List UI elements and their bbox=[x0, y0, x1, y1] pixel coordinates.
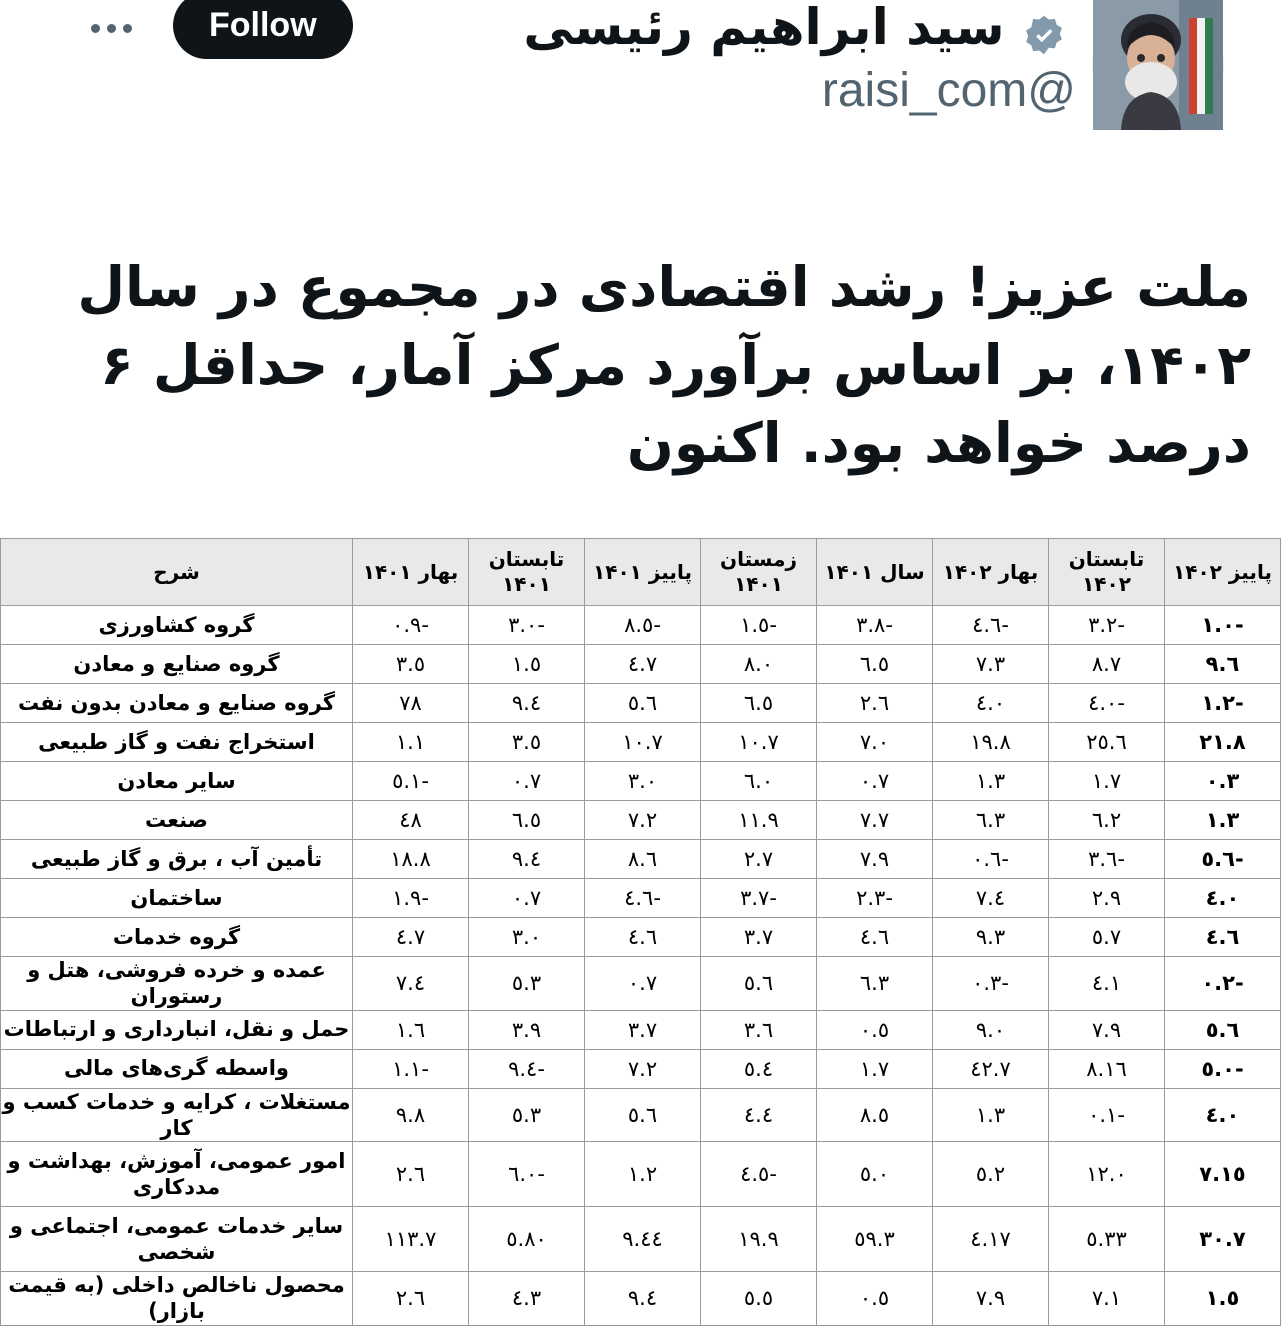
table-row bbox=[1, 801, 1281, 840]
cell: ۳.٥ bbox=[469, 1088, 585, 1142]
cell: ۳۳.٥ bbox=[1049, 1207, 1165, 1272]
cell: -۱.۱ bbox=[353, 1049, 469, 1088]
cell: ۱۲.۰ bbox=[1049, 1142, 1165, 1207]
tweet-body-text: ملت عزیز! رشد اقتصادی در مجموع در سال ۱۴۰۲، بر اساس برآورد مرکز آمار، حداقل ۶ درصد خواهد بود. اکنون bbox=[77, 255, 1251, 476]
cell: -۰.٦ bbox=[469, 1142, 585, 1207]
cell: ۲.۷ bbox=[701, 840, 817, 879]
table-row bbox=[1, 723, 1281, 762]
col-header-3: سال ۱۴۰۱ bbox=[817, 539, 933, 606]
table-row bbox=[1, 1272, 1281, 1326]
cell: ۱۰.۷ bbox=[585, 723, 701, 762]
cell: ٦.۲ bbox=[353, 1272, 469, 1326]
cell: ٤.٦ bbox=[817, 918, 933, 957]
col-header-desc: شرح bbox=[1, 539, 353, 606]
cell: ۳.۰ bbox=[469, 918, 585, 957]
cell: ۷.٥ bbox=[1049, 918, 1165, 957]
cell: ۷.۲ bbox=[585, 1049, 701, 1088]
row-label: مستغلات ، کرایه و خدمات کسب و کار bbox=[1, 1088, 353, 1142]
col-header-1: تابستان ۱۴۰۲ bbox=[1049, 539, 1165, 606]
cell: ۳۰.۷ bbox=[1165, 1207, 1281, 1272]
cell: ۱۰.۷ bbox=[701, 723, 817, 762]
cell: ۷۸ bbox=[353, 684, 469, 723]
cell: ۲٥.٦ bbox=[1049, 723, 1165, 762]
cell: ٤۸ bbox=[353, 801, 469, 840]
cell: -۰.۹ bbox=[353, 606, 469, 645]
cell: ۷.٤ bbox=[353, 918, 469, 957]
economic-growth-table-image bbox=[1, 538, 1281, 1326]
cell: -۰.۳ bbox=[933, 957, 1049, 1011]
cell: ۱.۱ bbox=[353, 723, 469, 762]
cell: -۳.۷ bbox=[701, 879, 817, 918]
cell: ٦.۲ bbox=[817, 684, 933, 723]
cell: ۷.۳ bbox=[933, 645, 1049, 684]
cell: ۱۷.٤ bbox=[933, 1207, 1049, 1272]
cell: ۹.۳ bbox=[933, 918, 1049, 957]
cell: ٥.٦ bbox=[1165, 1010, 1281, 1049]
cell: ۷.۹ bbox=[817, 840, 933, 879]
col-header-5: پاییز ۱۴۰۱ bbox=[585, 539, 701, 606]
cell: ۹.۰ bbox=[933, 1010, 1049, 1049]
cell: ۱۹.۹ bbox=[701, 1207, 817, 1272]
cell: ۳.٤ bbox=[469, 1272, 585, 1326]
col-header-2: بهار ۱۴۰۲ bbox=[933, 539, 1049, 606]
cell: ٥۹.۳ bbox=[817, 1207, 933, 1272]
cell: ۰.۷ bbox=[817, 762, 933, 801]
avatar[interactable] bbox=[1093, 0, 1223, 130]
cell: ۳.۰ bbox=[585, 762, 701, 801]
cell: ۱.۷ bbox=[1049, 762, 1165, 801]
row-label: گروه کشاورزی bbox=[1, 606, 353, 645]
table-row bbox=[1, 1142, 1281, 1207]
cell: ۰.٤ bbox=[1165, 1088, 1281, 1142]
cell: ۷.۹ bbox=[933, 1272, 1049, 1326]
row-label: گروه صنایع و معادن bbox=[1, 645, 353, 684]
cell: ٥.٤ bbox=[701, 1049, 817, 1088]
cell: ۰.٦ bbox=[701, 762, 817, 801]
cell: ٦.۸ bbox=[585, 840, 701, 879]
cell: ٦.۹ bbox=[1165, 645, 1281, 684]
cell: ۱۸.۸ bbox=[353, 840, 469, 879]
cell: ۷.۰ bbox=[817, 723, 933, 762]
cell: ۱٦.۸ bbox=[1049, 1049, 1165, 1088]
cell: ٦.٥ bbox=[817, 645, 933, 684]
row-label: ساختمان bbox=[1, 879, 353, 918]
cell: ۷.٤ bbox=[585, 645, 701, 684]
cell: ۲.٦ bbox=[1049, 801, 1165, 840]
cell: -۱.٥ bbox=[353, 762, 469, 801]
cell: -۳.۸ bbox=[817, 606, 933, 645]
cell: ٤۲.۷ bbox=[933, 1049, 1049, 1088]
cell: ٥.۰ bbox=[817, 1272, 933, 1326]
table-row bbox=[1, 879, 1281, 918]
cell: ۳.۷ bbox=[585, 1010, 701, 1049]
cell: ٥.٦ bbox=[585, 1088, 701, 1142]
cell: -٤.٥ bbox=[701, 1142, 817, 1207]
table-row bbox=[1, 645, 1281, 684]
author-handle: @raisi_com bbox=[821, 63, 1076, 117]
cell: ۳.٦ bbox=[817, 957, 933, 1011]
table-row bbox=[1, 1088, 1281, 1142]
cell: ۱.۳ bbox=[1165, 801, 1281, 840]
cell: -٥.۱ bbox=[701, 606, 817, 645]
table-header-row bbox=[1, 539, 1281, 606]
cell: -۱.۲ bbox=[1165, 684, 1281, 723]
cell: ۱.٤ bbox=[1049, 957, 1165, 1011]
cell: ٥.٦ bbox=[585, 684, 701, 723]
cell: ۱۱۳.۷ bbox=[353, 1207, 469, 1272]
cell: ۱۱.۹ bbox=[701, 801, 817, 840]
verified-badge-icon bbox=[1022, 9, 1066, 53]
cell: ٤٤.۹ bbox=[585, 1207, 701, 1272]
cell: ۰.٥ bbox=[817, 1142, 933, 1207]
cell: ۱۹.۸ bbox=[933, 723, 1049, 762]
cell: ۹.۸ bbox=[353, 1088, 469, 1142]
cell: ٥.۳ bbox=[353, 645, 469, 684]
row-label: سایر معادن bbox=[1, 762, 353, 801]
row-label: عمده و خرده فروشی، هتل و رستوران bbox=[1, 957, 353, 1011]
cell: -٦.۰ bbox=[933, 840, 1049, 879]
cell: -٥.۸ bbox=[585, 606, 701, 645]
cell: ۷.۷ bbox=[817, 801, 933, 840]
cell: ۱.۳ bbox=[933, 1088, 1049, 1142]
cell: -۰.۱ bbox=[1049, 1088, 1165, 1142]
cell: -۲.۳ bbox=[817, 879, 933, 918]
row-label: گروه صنایع و معادن بدون نفت bbox=[1, 684, 353, 723]
economic-growth-table bbox=[0, 538, 1281, 1326]
row-label: تأمین آب ، برق و گاز طبیعی bbox=[1, 840, 353, 879]
cell: ٦.۲ bbox=[353, 1142, 469, 1207]
cell: ٤.٦ bbox=[1165, 918, 1281, 957]
cell: -۰.۲ bbox=[1165, 957, 1281, 1011]
cell: ٤.۹ bbox=[469, 684, 585, 723]
cell: ٤.۷ bbox=[933, 879, 1049, 918]
cell: ٦.۳ bbox=[701, 1010, 817, 1049]
cell: ۱.۲ bbox=[585, 1142, 701, 1207]
table-row bbox=[1, 918, 1281, 957]
cell: ٦.٥ bbox=[701, 684, 817, 723]
cell: ۳.٥ bbox=[469, 957, 585, 1011]
cell: ۳.۷ bbox=[701, 918, 817, 957]
cell: ۷.۲ bbox=[585, 801, 701, 840]
cell: ٤.۷ bbox=[353, 957, 469, 1011]
cell: ۱.۳ bbox=[933, 762, 1049, 801]
cell: ٥.۳ bbox=[469, 723, 585, 762]
cell: -۱.۹ bbox=[353, 879, 469, 918]
table-row bbox=[1, 1207, 1281, 1272]
cell: -۳.۲ bbox=[1049, 606, 1165, 645]
row-label: استخراج نفت و گاز طبیعی bbox=[1, 723, 353, 762]
author-name-block bbox=[523, 0, 1076, 121]
cell: ٥.۱ bbox=[469, 645, 585, 684]
cell: ٤.۹ bbox=[585, 1272, 701, 1326]
cell: ۸.۷ bbox=[1049, 645, 1165, 684]
cell: ۲.۹ bbox=[1049, 879, 1165, 918]
cell: ٤.۹ bbox=[469, 840, 585, 879]
table-row bbox=[1, 1049, 1281, 1088]
row-label: حمل و نقل، انبارداری و ارتباطات bbox=[1, 1010, 353, 1049]
cell: -٦.۳ bbox=[1049, 840, 1165, 879]
row-label: صنعت bbox=[1, 801, 353, 840]
cell: ٦.۱ bbox=[353, 1010, 469, 1049]
cell: ۳.۹ bbox=[469, 1010, 585, 1049]
table-row bbox=[1, 762, 1281, 801]
row-label: گروه خدمات bbox=[1, 918, 353, 957]
row-label: محصول ناخالص داخلی (به قیمت بازار) bbox=[1, 1272, 353, 1326]
cell: ٥.٦ bbox=[701, 957, 817, 1011]
col-header-7: بهار ۱۴۰۱ bbox=[353, 539, 469, 606]
cell: -۳.۰ bbox=[469, 606, 585, 645]
cell: -٤.۹ bbox=[469, 1049, 585, 1088]
row-label: امور عمومی، آموزش، بهداشت و مددکاری bbox=[1, 1142, 353, 1207]
display-name bbox=[523, 0, 1076, 59]
table-row bbox=[1, 840, 1281, 879]
cell: ۸.۰ bbox=[701, 645, 817, 684]
cell: ۱٥.۷ bbox=[1165, 1142, 1281, 1207]
tweet-screenshot bbox=[1, 0, 1281, 1324]
col-header-0: پاییز ۱۴۰۲ bbox=[1165, 539, 1281, 606]
cell: ۰.٤ bbox=[933, 684, 1049, 723]
tweet-header bbox=[1, 0, 1281, 140]
cell: ۰.۷ bbox=[585, 957, 701, 1011]
table-row bbox=[1, 957, 1281, 1011]
more-options-icon[interactable] bbox=[83, 8, 139, 48]
table-row bbox=[1, 606, 1281, 645]
cell: ۷.۱ bbox=[1049, 1272, 1165, 1326]
cell: ٥.۸ bbox=[817, 1088, 933, 1142]
cell: ۸۰.٥ bbox=[469, 1207, 585, 1272]
row-label: واسطه گری‌های مالی bbox=[1, 1049, 353, 1088]
table-row bbox=[1, 684, 1281, 723]
cell: -٤.٦ bbox=[585, 879, 701, 918]
cell: ٤.٤ bbox=[701, 1088, 817, 1142]
col-header-6: تابستان ۱۴۰۱ bbox=[469, 539, 585, 606]
cell: ٦.٥ bbox=[469, 801, 585, 840]
table-row bbox=[1, 1010, 1281, 1049]
cell: -۱.۰ bbox=[1165, 606, 1281, 645]
cell: ۰.٤ bbox=[1165, 879, 1281, 918]
cell: -٥.٦ bbox=[1165, 840, 1281, 879]
cell: ۲.٥ bbox=[933, 1142, 1049, 1207]
cell: ۰.۳ bbox=[1165, 762, 1281, 801]
cell: ۰.۷ bbox=[469, 879, 585, 918]
cell: ۱.۷ bbox=[817, 1049, 933, 1088]
cell: -۰.٤ bbox=[1049, 684, 1165, 723]
cell: ۳.٦ bbox=[933, 801, 1049, 840]
cell: ۰.۷ bbox=[469, 762, 585, 801]
cell: -۰.٥ bbox=[1165, 1049, 1281, 1088]
col-header-4: زمستان ۱۴۰۱ bbox=[701, 539, 817, 606]
cell: -٤.٦ bbox=[933, 606, 1049, 645]
display-name-text: سید ابراهیم رئیسی bbox=[523, 0, 1005, 56]
cell: ۲۱.۸ bbox=[1165, 723, 1281, 762]
cell: ٥.۱ bbox=[1165, 1272, 1281, 1326]
cell: ٤.٦ bbox=[585, 918, 701, 957]
row-label: سایر خدمات عمومی، اجتماعی و شخصی bbox=[1, 1207, 353, 1272]
follow-button[interactable]: Follow bbox=[173, 0, 353, 59]
cell: ٥.٥ bbox=[701, 1272, 817, 1326]
cell: ٥.۰ bbox=[817, 1010, 933, 1049]
cell: ۷.۹ bbox=[1049, 1010, 1165, 1049]
